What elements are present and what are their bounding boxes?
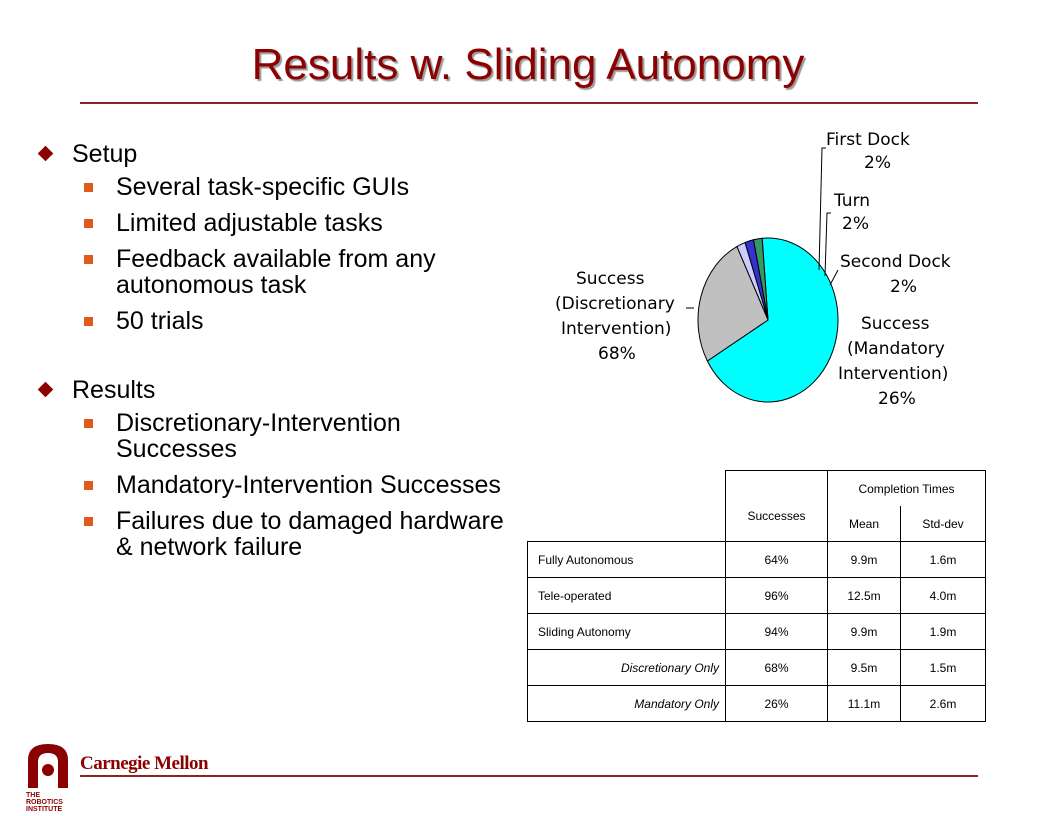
square-bullet-icon bbox=[84, 255, 93, 264]
header-successes: Successes bbox=[726, 471, 828, 542]
label-first-dock-pct: 2% bbox=[864, 153, 891, 173]
cell-mean: 9.5m bbox=[828, 650, 901, 686]
row-label: Discretionary Only bbox=[528, 650, 726, 686]
cell-std: 1.6m bbox=[901, 542, 986, 578]
cell-std: 1.9m bbox=[901, 614, 986, 650]
carnegie-mellon-wordmark: Carnegie Mellon bbox=[80, 753, 209, 774]
row-label: Tele-operated bbox=[528, 578, 726, 614]
bullet-heading: Results bbox=[36, 374, 516, 406]
bullet-heading: Setup bbox=[36, 138, 516, 170]
bullet-item: Feedback available from any autonomous task bbox=[36, 246, 516, 298]
title-rule bbox=[80, 102, 978, 104]
cell-mean: 9.9m bbox=[828, 614, 901, 650]
bullet-item: Limited adjustable tasks bbox=[36, 210, 516, 236]
robotics-institute-logo-icon bbox=[20, 740, 76, 812]
cell-std: 1.5m bbox=[901, 650, 986, 686]
cell-std: 2.6m bbox=[901, 686, 986, 722]
svg-text:THE: THE bbox=[26, 792, 40, 799]
square-bullet-icon bbox=[84, 481, 93, 490]
cell-mean: 11.1m bbox=[828, 686, 901, 722]
cell-success: 68% bbox=[726, 650, 828, 686]
bullet-list bbox=[36, 138, 516, 570]
results-table bbox=[527, 470, 986, 722]
bullet-item: Failures due to damaged hardware & network failure bbox=[36, 508, 516, 560]
cell-success: 96% bbox=[726, 578, 828, 614]
table-row bbox=[528, 650, 986, 686]
bullet-item: Mandatory-Intervention Successes bbox=[36, 472, 516, 498]
square-bullet-icon bbox=[84, 219, 93, 228]
header-std: Std-dev bbox=[901, 506, 986, 542]
label-mandatory-3: Intervention) bbox=[838, 364, 949, 384]
slide-title: Results w. Sliding Autonomy bbox=[251, 40, 805, 89]
square-bullet-icon bbox=[84, 419, 93, 428]
cell-mean: 9.9m bbox=[828, 542, 901, 578]
header-mean: Mean bbox=[828, 506, 901, 542]
footer-rule bbox=[80, 775, 978, 777]
label-discretionary-1: Success bbox=[576, 269, 645, 289]
label-second-dock: Second Dock bbox=[840, 252, 951, 272]
table-row bbox=[528, 686, 986, 722]
row-label: Fully Autonomous bbox=[528, 542, 726, 578]
square-bullet-icon bbox=[84, 317, 93, 326]
bullet-item: Several task-specific GUIs bbox=[36, 174, 516, 200]
label-mandatory-pct: 26% bbox=[878, 389, 916, 409]
label-discretionary-3: Intervention) bbox=[561, 319, 672, 339]
row-label: Mandatory Only bbox=[528, 686, 726, 722]
label-mandatory-1: Success bbox=[861, 314, 930, 334]
table-row bbox=[528, 614, 986, 650]
table-row bbox=[528, 578, 986, 614]
cell-success: 94% bbox=[726, 614, 828, 650]
square-bullet-icon bbox=[84, 183, 93, 192]
cell-mean: 12.5m bbox=[828, 578, 901, 614]
pie-chart bbox=[520, 120, 980, 420]
bullet-item: Discretionary-Intervention Successes bbox=[36, 410, 516, 462]
svg-text:INSTITUTE: INSTITUTE bbox=[26, 806, 63, 812]
label-discretionary-pct: 68% bbox=[598, 344, 636, 364]
label-discretionary-2: (Discretionary bbox=[555, 294, 675, 314]
label-first-dock: First Dock bbox=[826, 130, 910, 150]
diamond-bullet-icon bbox=[38, 382, 54, 398]
square-bullet-icon bbox=[84, 517, 93, 526]
header-completion: Completion Times bbox=[828, 471, 986, 507]
table-row bbox=[528, 542, 986, 578]
label-turn-pct: 2% bbox=[842, 214, 869, 234]
pie-slices bbox=[698, 238, 838, 402]
table-corner bbox=[528, 471, 726, 542]
label-turn: Turn bbox=[834, 191, 871, 211]
cell-std: 4.0m bbox=[901, 578, 986, 614]
cell-success: 26% bbox=[726, 686, 828, 722]
cell-success: 64% bbox=[726, 542, 828, 578]
label-second-dock-pct: 2% bbox=[890, 277, 917, 297]
diamond-bullet-icon bbox=[38, 146, 54, 162]
svg-text:ROBOTICS: ROBOTICS bbox=[26, 799, 63, 806]
label-mandatory-2: (Mandatory bbox=[847, 339, 945, 359]
bullet-item: 50 trials bbox=[36, 308, 516, 334]
row-label: Sliding Autonomy bbox=[528, 614, 726, 650]
